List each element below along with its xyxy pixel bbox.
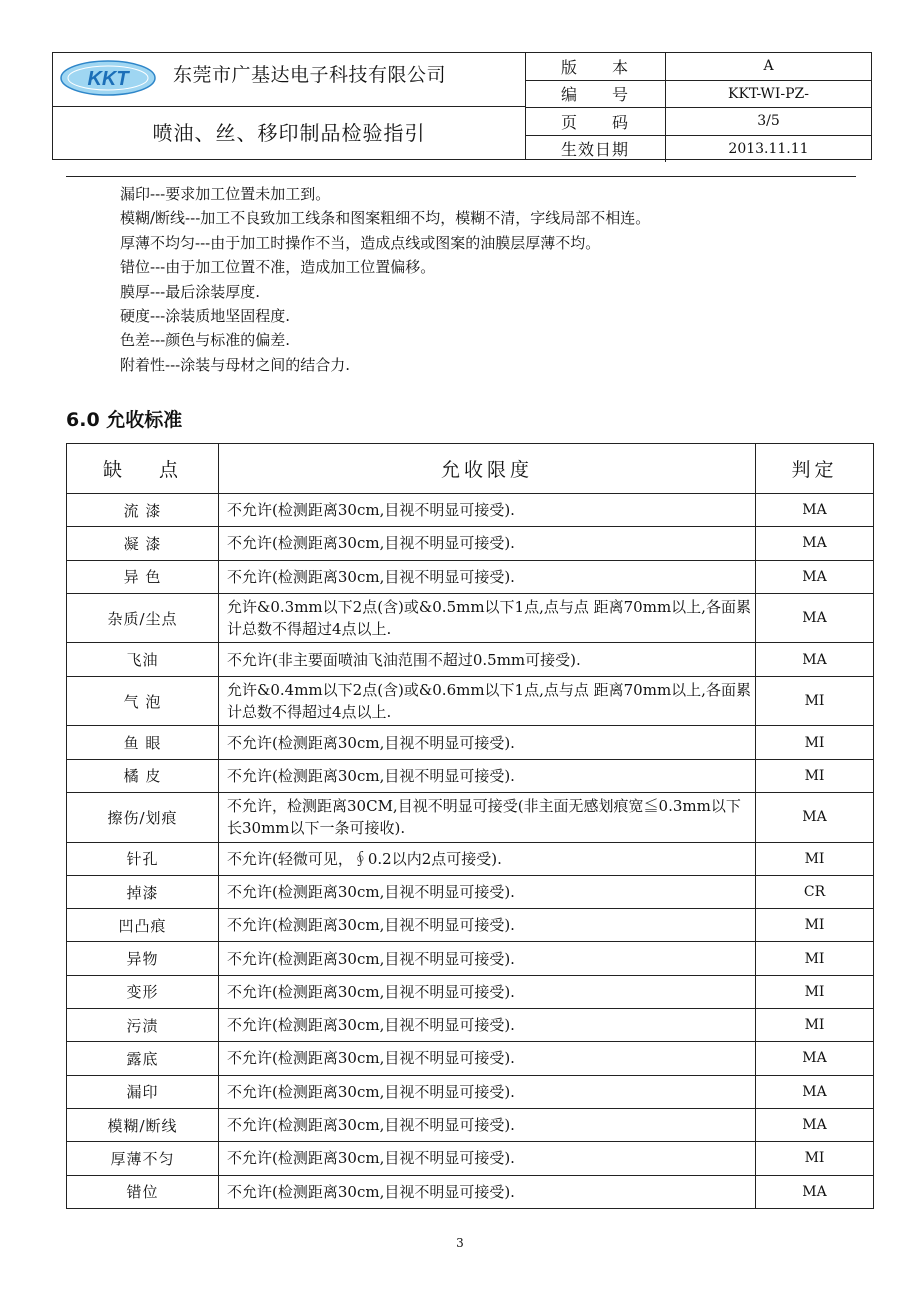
judge-cell: MI — [756, 676, 874, 726]
defect-cell: 露底 — [67, 1042, 219, 1075]
definition-item: 硬度---涂装质地坚固程度. — [120, 306, 290, 325]
table-row — [67, 875, 874, 908]
limit-cell: 不允许(检测距离30cm,目视不明显可接受). — [219, 759, 756, 792]
limit-cell: 不允许(检测距离30cm,目视不明显可接受). — [219, 1108, 756, 1141]
limit-cell: 不允许(检测距离30cm,目视不明显可接受). — [219, 1075, 756, 1108]
document-title: 喷油、丝、移印制品检验指引 — [152, 121, 426, 145]
table-row — [67, 527, 874, 560]
judge-cell: MA — [756, 593, 874, 643]
limit-cell: 不允许(检测距离30cm,目视不明显可接受). — [219, 875, 756, 908]
judge-cell: CR — [756, 875, 874, 908]
judge-cell: MI — [756, 759, 874, 792]
limit-cell: 不允许(轻微可见，∮0.2以内2点可接受). — [219, 842, 756, 875]
definition-item: 膜厚---最后涂装厚度. — [120, 282, 260, 301]
table-row — [67, 676, 874, 726]
limit-cell: 不允许(检测距离30cm,目视不明显可接受). — [219, 1009, 756, 1042]
definition-item: 模糊/断线---加工不良致加工线条和图案粗细不均，模糊不清，字线局部不相连。 — [120, 209, 651, 228]
meta-row-effective-date — [525, 135, 871, 162]
meta-row-version — [525, 53, 871, 80]
table-row — [67, 975, 874, 1008]
definition-item: 附着性---涂装与母材之间的结合力. — [120, 355, 350, 374]
document-header — [52, 52, 872, 160]
judge-cell: MA — [756, 1175, 874, 1208]
limit-cell: 不允许(检测距离30cm,目视不明显可接受). — [219, 1142, 756, 1175]
defect-cell: 污渍 — [67, 1009, 219, 1042]
company-name: 东莞市广基达电子科技有限公司 — [173, 64, 447, 86]
defect-cell: 异 色 — [67, 560, 219, 593]
acceptance-table — [66, 443, 874, 1209]
table-row — [67, 942, 874, 975]
meta-value: 2013.11.11 — [728, 140, 809, 157]
judge-cell: MA — [756, 527, 874, 560]
defect-cell: 模糊/断线 — [67, 1108, 219, 1141]
header-divider — [66, 176, 856, 177]
table-row — [67, 1009, 874, 1042]
defect-cell: 橘 皮 — [67, 759, 219, 792]
table-row — [67, 842, 874, 875]
judge-cell: MA — [756, 1042, 874, 1075]
judge-cell: MA — [756, 792, 874, 842]
table-row — [67, 494, 874, 527]
table-row — [67, 792, 874, 842]
defect-cell: 鱼 眼 — [67, 726, 219, 759]
logo-text: KKT — [87, 68, 129, 90]
column-header-defect: 缺 点 — [67, 444, 219, 494]
limit-cell: 不允许(检测距离30cm,目视不明显可接受). — [219, 1175, 756, 1208]
judge-cell: MI — [756, 909, 874, 942]
judge-cell: MI — [756, 1142, 874, 1175]
limit-cell: 不允许(检测距离30cm,目视不明显可接受). — [219, 726, 756, 759]
limit-cell: 不允许(检测距离30cm,目视不明显可接受). — [219, 1042, 756, 1075]
table-row — [67, 1042, 874, 1075]
limit-cell: 不允许(检测距离30cm,目视不明显可接受). — [219, 975, 756, 1008]
limit-cell: 不允许(检测距离30cm,目视不明显可接受). — [219, 942, 756, 975]
judge-cell: MI — [756, 726, 874, 759]
meta-row-page — [525, 108, 871, 136]
judge-cell: MA — [756, 643, 874, 676]
definition-item: 厚薄不均匀---由于加工时操作不当，造成点线或图案的油膜层厚薄不均。 — [120, 233, 601, 252]
limit-cell: 不允许(检测距离30cm,目视不明显可接受). — [219, 560, 756, 593]
defect-cell: 飞油 — [67, 643, 219, 676]
meta-value: 3/5 — [666, 108, 872, 136]
definition-item: 漏印---要求加工位置未加工到。 — [120, 185, 331, 203]
meta-row-code — [525, 80, 871, 108]
table-row — [67, 643, 874, 676]
page-number: 3 — [456, 1236, 464, 1250]
limit-cell: 不允许，检测距离30CM,目视不明显可接受(非主面无感划痕宽≦0.3mm以下长30mm以下一条可接收). — [219, 792, 756, 842]
defect-cell: 掉漆 — [67, 875, 219, 908]
meta-key: 编 号 — [525, 80, 666, 108]
judge-cell: MI — [756, 842, 874, 875]
table-row — [67, 1142, 874, 1175]
meta-key: 生效日期 — [525, 135, 666, 162]
meta-value: A — [666, 53, 872, 80]
company-logo — [59, 58, 157, 98]
table-row — [67, 726, 874, 759]
defect-cell: 凝 漆 — [67, 527, 219, 560]
judge-cell: MA — [756, 560, 874, 593]
judge-cell: MI — [756, 975, 874, 1008]
limit-cell: 不允许(检测距离30cm,目视不明显可接受). — [219, 909, 756, 942]
column-header-judge: 判定 — [756, 444, 874, 494]
defect-cell: 流 漆 — [67, 494, 219, 527]
table-header-row — [67, 444, 874, 494]
table-row — [67, 1175, 874, 1208]
judge-cell: MA — [756, 1108, 874, 1141]
defect-cell: 凹凸痕 — [67, 909, 219, 942]
limit-cell: 不允许(检测距离30cm,目视不明显可接受). — [219, 527, 756, 560]
table-row — [67, 1075, 874, 1108]
limit-cell: 不允许(检测距离30cm,目视不明显可接受). — [219, 494, 756, 527]
section-title: 6.0 允收标准 — [66, 409, 183, 431]
table-row — [67, 593, 874, 643]
limit-cell: 允许&0.4mm以下2点(含)或&0.6mm以下1点,点与点 距离70mm以上,各面累计总数不得超过4点以上. — [219, 676, 756, 726]
judge-cell: MI — [756, 942, 874, 975]
table-row — [67, 759, 874, 792]
defect-cell: 错位 — [67, 1175, 219, 1208]
defect-cell: 杂质/尘点 — [67, 593, 219, 643]
limit-cell: 不允许(非主要面喷油飞油范围不超过0.5mm可接受). — [219, 643, 756, 676]
defect-cell: 擦伤/划痕 — [67, 792, 219, 842]
meta-key: 版 本 — [525, 53, 666, 80]
definition-item: 错位---由于加工位置不准，造成加工位置偏移。 — [120, 258, 436, 277]
meta-value: KKT-WI-PZ- — [666, 80, 872, 108]
column-header-limit: 允收限度 — [219, 444, 756, 494]
document-meta-table — [525, 53, 871, 162]
defect-cell: 厚薄不匀 — [67, 1142, 219, 1175]
table-row — [67, 560, 874, 593]
defect-cell: 变形 — [67, 975, 219, 1008]
defect-cell: 针孔 — [67, 842, 219, 875]
company-row — [53, 53, 525, 107]
judge-cell: MA — [756, 1075, 874, 1108]
table-row — [67, 909, 874, 942]
meta-key: 页 码 — [525, 108, 666, 136]
defect-cell: 异物 — [67, 942, 219, 975]
definitions-list — [120, 182, 860, 377]
defect-cell: 漏印 — [67, 1075, 219, 1108]
definition-item: 色差---颜色与标准的偏差. — [120, 331, 290, 350]
table-row — [67, 1108, 874, 1141]
defect-cell: 气 泡 — [67, 676, 219, 726]
limit-cell: 允许&0.3mm以下2点(含)或&0.5mm以下1点,点与点 距离70mm以上,各面累计总数不得超过4点以上. — [219, 593, 756, 643]
judge-cell: MA — [756, 494, 874, 527]
header-left — [53, 53, 526, 159]
judge-cell: MI — [756, 1009, 874, 1042]
